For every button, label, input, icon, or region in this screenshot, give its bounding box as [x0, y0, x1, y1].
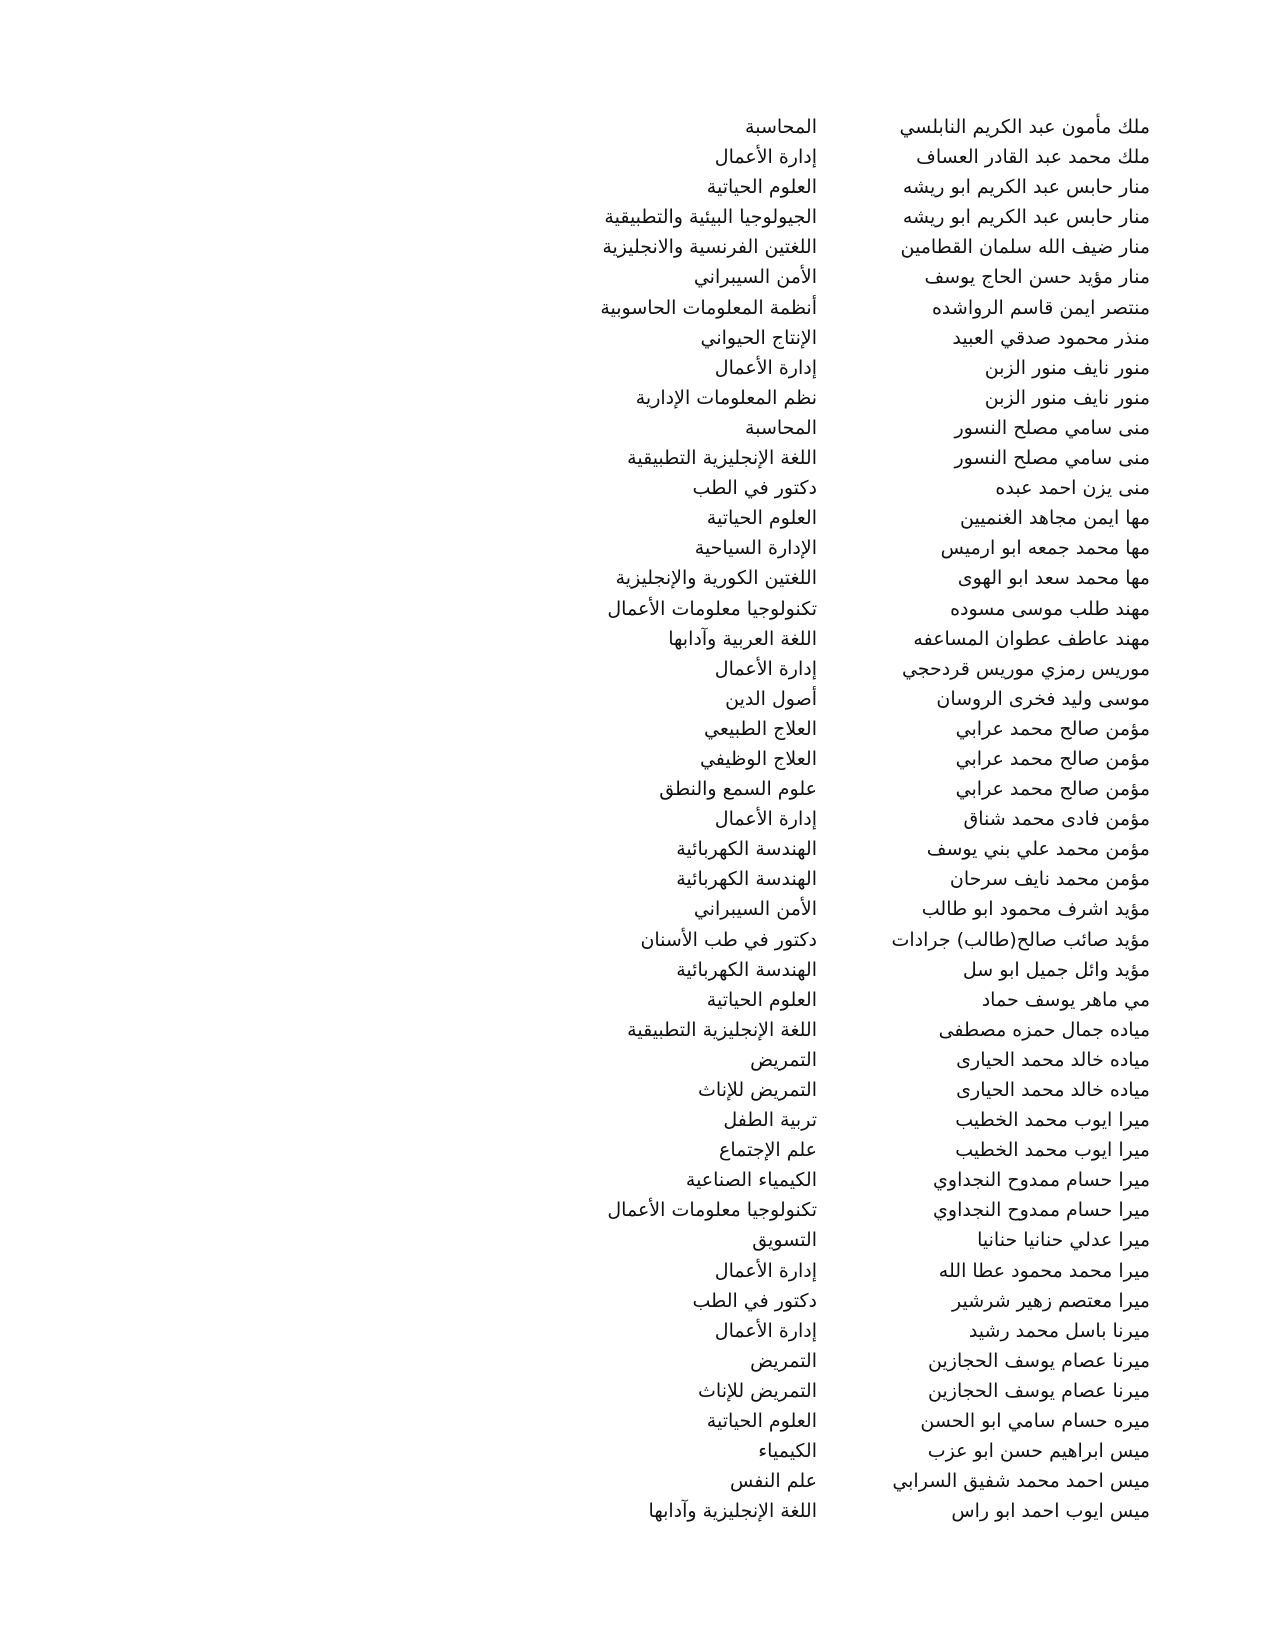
major-name: إدارة الأعمال [714, 1259, 817, 1282]
major-name: الجيولوجيا البيئية والتطبيقية [604, 206, 817, 229]
list-item [0, 1466, 1275, 1496]
student-name: ميرا حسام ممدوح النجداوي [933, 1199, 1150, 1222]
major-name: نظم المعلومات الإدارية [635, 386, 817, 409]
major-name: الأمن السيبراني [693, 898, 817, 921]
major-name: العلاج الطبيعي [704, 717, 817, 740]
major-name: الكيمياء الصناعية [685, 1169, 817, 1192]
student-name: مياده جمال حمزه مصطفى [938, 1018, 1150, 1041]
student-name: منى يزن احمد عبده [995, 477, 1150, 500]
major-name: اللغتين الكورية والإنجليزية [615, 567, 817, 590]
major-name: علم الإجتماع [718, 1139, 817, 1162]
student-name: منار حابس عبد الكريم ابو ريشه [902, 206, 1150, 229]
major-name: المحاسبة [745, 416, 817, 439]
list-item [0, 624, 1275, 654]
student-name: ميرا ايوب محمد الخطيب [955, 1109, 1150, 1132]
list-item [0, 383, 1275, 413]
major-name: تكنولوجيا معلومات الأعمال [607, 1199, 817, 1222]
list-item [0, 985, 1275, 1015]
list-item [0, 1436, 1275, 1466]
name-major-list [0, 112, 1275, 1526]
list-item [0, 413, 1275, 443]
major-name: الإنتاج الحيواني [700, 326, 817, 349]
student-name: مؤمن صالح محمد عرابي [955, 778, 1150, 801]
student-name: منى سامي مصلح النسور [954, 447, 1150, 470]
major-name: اللغة العربية وآدابها [668, 627, 817, 650]
major-name: اللغة الإنجليزية التطبيقية [627, 1018, 817, 1041]
list-item [0, 232, 1275, 262]
list-item [0, 1045, 1275, 1075]
student-name: ملك محمد عبد القادر العساف [916, 146, 1150, 169]
major-name: المحاسبة [745, 116, 817, 138]
student-name: مها ايمن مجاهد الغنميين [960, 507, 1150, 530]
major-name: التمريض للإناث [698, 1079, 817, 1101]
student-name: موسى وليد فخرى الروسان [936, 687, 1150, 710]
student-name: مؤيد اشرف محمود ابو طالب [921, 898, 1150, 921]
list-item [0, 1376, 1275, 1406]
list-item [0, 774, 1275, 804]
major-name: العلوم الحياتية [706, 176, 817, 199]
major-name: أنظمة المعلومات الحاسوبية [600, 296, 817, 319]
list-item [0, 955, 1275, 985]
list-item [0, 1346, 1275, 1376]
list-item [0, 142, 1275, 172]
list-item [0, 1496, 1275, 1526]
list-item [0, 1316, 1275, 1346]
student-name: مياده خالد محمد الحيارى [956, 1048, 1150, 1071]
list-item [0, 1015, 1275, 1045]
major-name: علم النفس [730, 1470, 817, 1493]
student-name: ميرنا باسل محمد رشيد [968, 1319, 1150, 1342]
list-item [0, 894, 1275, 924]
list-item [0, 563, 1275, 593]
list-item [0, 443, 1275, 473]
student-name: منار ضيف الله سلمان القطامين [900, 236, 1150, 259]
list-item [0, 834, 1275, 864]
list-item [0, 744, 1275, 774]
student-name: مؤمن صالح محمد عرابي [955, 747, 1150, 770]
student-name: مؤمن محمد علي بني يوسف [926, 838, 1150, 861]
student-name: منور نايف منور الزبن [984, 356, 1150, 379]
major-name: الهندسة الكهربائية [676, 838, 817, 861]
list-item [0, 864, 1275, 894]
student-name: مياده خالد محمد الحيارى [956, 1079, 1150, 1101]
student-name: ميرا ايوب محمد الخطيب [955, 1139, 1150, 1162]
student-name: منى سامي مصلح النسور [954, 416, 1150, 439]
student-name: ميرا حسام ممدوح النجداوي [933, 1169, 1150, 1192]
major-name: التمريض للإناث [698, 1379, 817, 1402]
student-name: ميس ايوب احمد ابو راس [951, 1500, 1150, 1523]
student-name: منتصر ايمن قاسم الرواشده [931, 296, 1150, 319]
student-name: ميرنا عصام يوسف الحجازين [928, 1379, 1150, 1402]
major-name: اللغتين الفرنسية والانجليزية [602, 236, 817, 259]
major-name: دكتور في طب الأسنان [640, 928, 817, 951]
student-name: منار حابس عبد الكريم ابو ريشه [902, 176, 1150, 199]
list-item [0, 654, 1275, 684]
major-name: الإدارة السياحية [694, 537, 817, 560]
student-name: ميرا معتصم زهير شرشير [952, 1289, 1150, 1312]
student-name: مؤمن فادى محمد شناق [963, 808, 1150, 831]
student-name: منور نايف منور الزبن [984, 386, 1150, 409]
major-name: الهندسة الكهربائية [676, 868, 817, 891]
list-item [0, 112, 1275, 142]
student-name: ميس احمد محمد شفيق السرابي [892, 1470, 1150, 1493]
student-name: مي ماهر يوسف حماد [981, 988, 1150, 1011]
list-item [0, 293, 1275, 323]
list-item [0, 473, 1275, 503]
student-name: منار مؤيد حسن الحاج يوسف [924, 266, 1150, 289]
major-name: الأمن السيبراني [693, 266, 817, 289]
major-name: التمريض [750, 1048, 817, 1071]
student-name: مهند عاطف عطوان المساعفه [913, 627, 1150, 650]
list-item [0, 1075, 1275, 1105]
student-name: موريس رمزي موريس قردحجي [901, 657, 1150, 680]
list-item [0, 323, 1275, 353]
major-name: إدارة الأعمال [714, 808, 817, 831]
list-item [0, 202, 1275, 232]
major-name: أصول الدين [725, 687, 817, 710]
major-name: دكتور في الطب [692, 477, 817, 500]
list-item [0, 925, 1275, 955]
student-name: مها محمد سعد ابو الهوى [957, 567, 1150, 590]
student-name: مؤمن محمد نايف سرحان [949, 868, 1150, 891]
major-name: دكتور في الطب [692, 1289, 817, 1312]
list-item [0, 1195, 1275, 1225]
student-name: مؤمن صالح محمد عرابي [955, 717, 1150, 740]
major-name: العلاج الوظيفي [699, 747, 817, 770]
major-name: إدارة الأعمال [714, 356, 817, 379]
student-name: ميرا عدلي حنانيا حنانيا [977, 1229, 1150, 1252]
list-item [0, 1105, 1275, 1135]
list-item [0, 1256, 1275, 1286]
student-name: ميره حسام سامي ابو الحسن [920, 1410, 1150, 1433]
major-name: الكيمياء [758, 1440, 817, 1463]
student-name: مؤيد وائل جميل ابو سل [962, 958, 1150, 981]
major-name: العلوم الحياتية [706, 507, 817, 530]
major-name: العلوم الحياتية [706, 1410, 817, 1433]
student-name: ملك مأمون عبد الكريم النابلسي [899, 116, 1150, 138]
major-name: تكنولوجيا معلومات الأعمال [607, 597, 817, 620]
list-item [0, 714, 1275, 744]
major-name: إدارة الأعمال [714, 657, 817, 680]
major-name: إدارة الأعمال [714, 146, 817, 169]
list-item [0, 353, 1275, 383]
major-name: اللغة الإنجليزية وآدابها [648, 1500, 817, 1523]
major-name: إدارة الأعمال [714, 1319, 817, 1342]
list-item [0, 1406, 1275, 1436]
major-name: التمريض [750, 1349, 817, 1372]
major-name: العلوم الحياتية [706, 988, 817, 1011]
major-name: علوم السمع والنطق [659, 778, 817, 801]
student-name: ميرنا عصام يوسف الحجازين [928, 1349, 1150, 1372]
list-item [0, 594, 1275, 624]
list-item [0, 503, 1275, 533]
list-item [0, 1286, 1275, 1316]
list-item [0, 1135, 1275, 1165]
student-name: مهند طلب موسى مسوده [950, 597, 1150, 620]
major-name: الهندسة الكهربائية [676, 958, 817, 981]
major-name: تربية الطفل [723, 1109, 817, 1132]
student-name: مؤيد صائب صالح(طالب) جرادات [891, 928, 1150, 951]
major-name: التسويق [752, 1229, 817, 1252]
student-name: منذر محمود صدقي العبيد [952, 326, 1150, 349]
list-item [0, 804, 1275, 834]
list-item [0, 1165, 1275, 1195]
list-item [0, 172, 1275, 202]
student-name: ميس ابراهيم حسن ابو عزب [927, 1440, 1150, 1463]
major-name: اللغة الإنجليزية التطبيقية [627, 447, 817, 470]
student-name: مها محمد جمعه ابو ارميس [940, 537, 1150, 560]
list-item [0, 262, 1275, 292]
student-name: ميرا محمد محمود عطا الله [938, 1259, 1150, 1282]
list-item [0, 1225, 1275, 1255]
list-item [0, 533, 1275, 563]
list-item [0, 684, 1275, 714]
